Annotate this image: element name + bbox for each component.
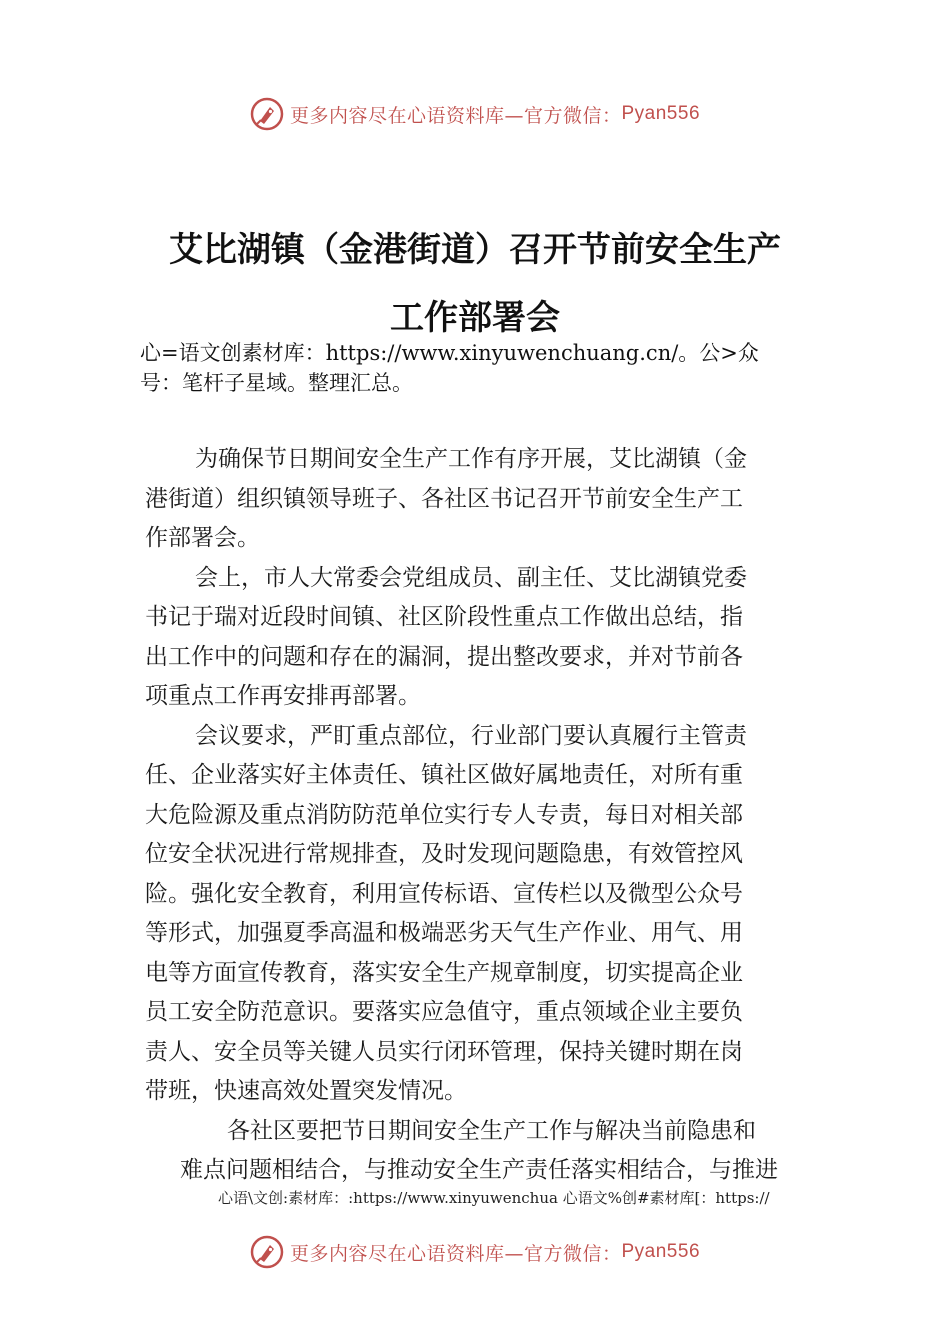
body-line: 电等方面宣传教育，落实安全生产规章制度，切实提高企业: [145, 960, 743, 986]
body-line: 作部署会。: [145, 525, 260, 551]
body-line: 港街道）组织镇领导班子、各社区书记召开节前安全生产工: [145, 486, 743, 512]
footer-watermark-banner: [0, 1232, 950, 1272]
body-line: 各社区要把节日期间安全生产工作与解决当前隐患和: [227, 1118, 756, 1144]
banner-wechat-id: Pyan556: [621, 103, 701, 124]
footer-source-note: 心语\文创:素材库：:https://www.xinyuwenchua 心语文%创#素材库[：https://: [218, 1189, 770, 1207]
banner-text: 更多内容尽在心语资料库—官方微信：: [289, 104, 622, 127]
body-line: 险。强化安全教育，利用宣传标语、宣传栏以及微型公众号: [145, 881, 743, 907]
body-line: 带班，快速高效处置突发情况。: [145, 1078, 467, 1104]
document-title-line-1: 艾比湖镇（金港街道）召开节前安全生产: [169, 230, 781, 270]
source-note-line-2: 号：笔杆子星域。整理汇总。: [140, 371, 413, 395]
source-note-line-1: 心=语文创素材库：https://www.xinyuwenchuang.cn/。公>众: [140, 341, 759, 365]
body-line: 会上，市人大常委会党组成员、副主任、艾比湖镇党委: [195, 565, 747, 591]
body-line: 项重点工作再安排再部署。: [145, 683, 421, 709]
body-line: 大危险源及重点消防防范单位实行专人专责，每日对相关部: [145, 802, 743, 828]
document-title-line-2: 工作部署会: [390, 298, 560, 338]
pen-nib-logo-icon: [250, 97, 284, 131]
body-line: 会议要求，严盯重点部位，行业部门要认真履行主管责: [195, 723, 747, 749]
body-line: 任、企业落实好主体责任、镇社区做好属地责任，对所有重: [145, 762, 743, 788]
body-line: 责人、安全员等关键人员实行闭环管理，保持关键时期在岗: [145, 1039, 743, 1065]
body-line: 难点问题相结合，与推动安全生产责任落实相结合，与推进: [180, 1157, 778, 1183]
header-watermark-banner: [0, 94, 950, 134]
pen-nib-logo-icon: [250, 1235, 284, 1269]
body-line: 出工作中的问题和存在的漏洞，提出整改要求，并对节前各: [145, 644, 743, 670]
banner-wechat-id: Pyan556: [621, 1241, 701, 1262]
body-line: 位安全状况进行常规排查，及时发现问题隐患，有效管控风: [145, 841, 743, 867]
body-line: 为确保节日期间安全生产工作有序开展，艾比湖镇（金: [195, 446, 747, 472]
banner-text: 更多内容尽在心语资料库—官方微信：: [289, 1242, 622, 1265]
body-line: 员工安全防范意识。要落实应急值守，重点领域企业主要负: [145, 999, 743, 1025]
body-line: 等形式，加强夏季高温和极端恶劣天气生产作业、用气、用: [145, 920, 743, 946]
body-line: 书记于瑞对近段时间镇、社区阶段性重点工作做出总结，指: [145, 604, 743, 630]
